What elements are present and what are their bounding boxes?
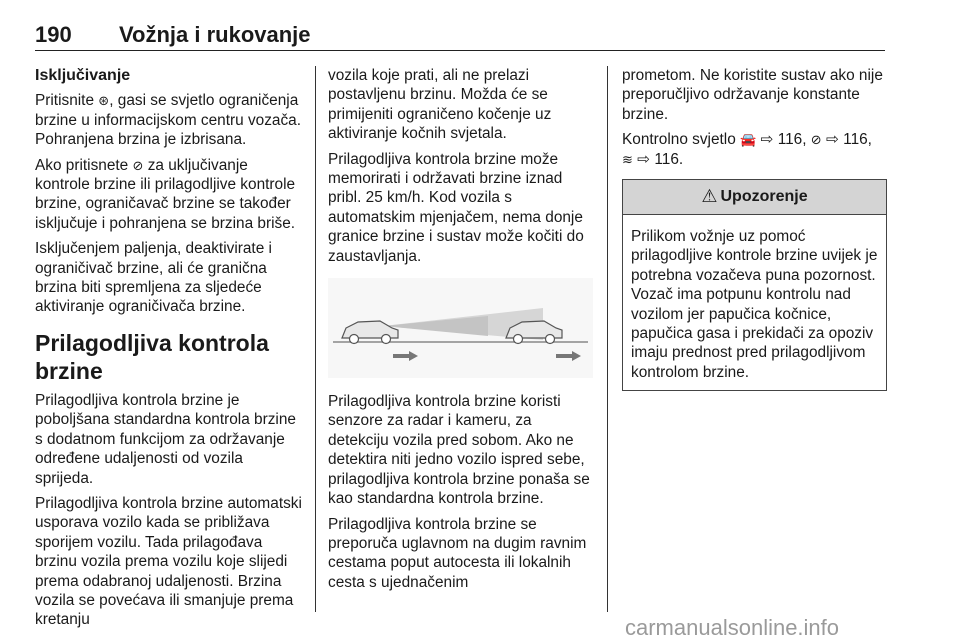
warning-header bbox=[623, 180, 886, 215]
paragraph bbox=[622, 130, 887, 169]
vehicle-ahead-icon: 🚘 bbox=[740, 132, 757, 148]
paragraph: prometom. Ne koristite sustav ako nije preporučljivo održavanje konstante brzine. bbox=[622, 67, 883, 123]
section-title: Vožnja i rukovanje bbox=[119, 22, 311, 47]
page-ref-link[interactable]: ⇨ 116, bbox=[821, 131, 872, 149]
paragraph: Prilagodljiva kontrola brzine koristi senzore za radar i kameru, za detekciju vozila pred sobom. Ako ne detektira niti jedno vozilo ispred sebe, prilagodljiva kontrola brzine ponaša se kao standardna kontrola brzine. bbox=[328, 393, 590, 508]
paragraph: Prilagodljiva kontrola brzine automatski usporava vozilo kada se približava sporijem vozilu. Tada prilagođava brzinu vozila prema vozilu koje slijedi prema odabranoj udaljenosti. Brzina vozila se povećava ili smanjuje prema kretanju bbox=[35, 494, 302, 629]
watermark: carmanualsonline.info bbox=[625, 615, 840, 640]
paragraph bbox=[35, 156, 303, 234]
cruise-off-icon: ⊘ bbox=[810, 132, 822, 148]
page-header bbox=[35, 12, 885, 52]
warning-box bbox=[622, 179, 887, 391]
column-1 bbox=[35, 66, 303, 636]
column-divider bbox=[315, 66, 316, 612]
warning-triangle-icon: ⚠ bbox=[701, 186, 718, 207]
page-ref-link[interactable]: ⇨ 116. bbox=[632, 150, 684, 168]
text: Ako pritisnete bbox=[35, 156, 133, 174]
column-2 bbox=[328, 66, 593, 598]
text: za uključivanje kontrole brzine ili prilagodljive kontrole brzine, ograničavač brzine se također isključuje i pohranjena se brzina briše. bbox=[35, 156, 296, 232]
paragraph: Prilagodljiva kontrola brzine je poboljšana standardna kontrola brzine s dodatnom funkcijom za održavanje određene udaljenosti od vozila sprijeda. bbox=[35, 391, 296, 487]
column-3 bbox=[622, 66, 887, 391]
paragraph: vozila koje prati, ali ne prelazi postavljenu brzinu. Možda će se primijeniti ograničeno kočenje uz aktiviranje kočnih svjetala. bbox=[328, 67, 552, 143]
text: , gasi se svjetlo ograničenja brzine u informacijskom centru vozača. Pohranjena brzina je izbrisana. bbox=[35, 92, 302, 149]
radar-diagram-svg bbox=[328, 278, 593, 378]
paragraph bbox=[35, 91, 303, 149]
paragraph: Prilagodljiva kontrola brzine može memorirati i održavati brzine iznad pribl. 25 km/h. Kod vozila s automatskim mjenjačem, nema donje granice brzine i sustav može kočiti do zaustavljanja. bbox=[328, 150, 584, 265]
heading-iskljucivanje: Isključivanje bbox=[35, 67, 131, 84]
radar-illustration bbox=[328, 278, 593, 378]
heading-adaptive-cruise: Prilagodljiva kontrola brzine bbox=[35, 329, 269, 384]
speed-limiter-icon: ⊛ bbox=[98, 93, 110, 109]
paragraph: Prilagodljiva kontrola brzine se preporuča uglavnom na dugim ravnim cestama poput autocesta ili lokalnih cesta s ujednačenim bbox=[328, 515, 587, 591]
page-number: 190 bbox=[35, 22, 72, 47]
warning-title: Upozorenje bbox=[720, 188, 808, 206]
page-ref-link[interactable]: ⇨ 116, bbox=[756, 131, 811, 149]
paragraph: Isključenjem paljenja, deaktivirate i ograničivač brzine, ali će granična brzina biti spremljena za sljedeće aktiviranje ograničivača brzine. bbox=[35, 240, 272, 316]
header-rule bbox=[35, 50, 885, 51]
warning-text: Prilikom vožnje uz pomoć prilagodljive kontrole brzine uvijek je potrebna vozačeva puna pozornost. Vozač ima potpunu kontrolu nad vozilom jer papučica kočnice, papučica gasa i prekidači za opoziv imaju prednost pred prilagodljivom kontrolom brzine. bbox=[631, 228, 878, 381]
distance-setting-icon: ≋ bbox=[622, 151, 633, 167]
cruise-off-icon: ⊘ bbox=[132, 157, 144, 173]
text: Pritisnite bbox=[35, 92, 99, 110]
text: Kontrolno svjetlo bbox=[622, 131, 741, 149]
column-divider bbox=[607, 66, 608, 612]
